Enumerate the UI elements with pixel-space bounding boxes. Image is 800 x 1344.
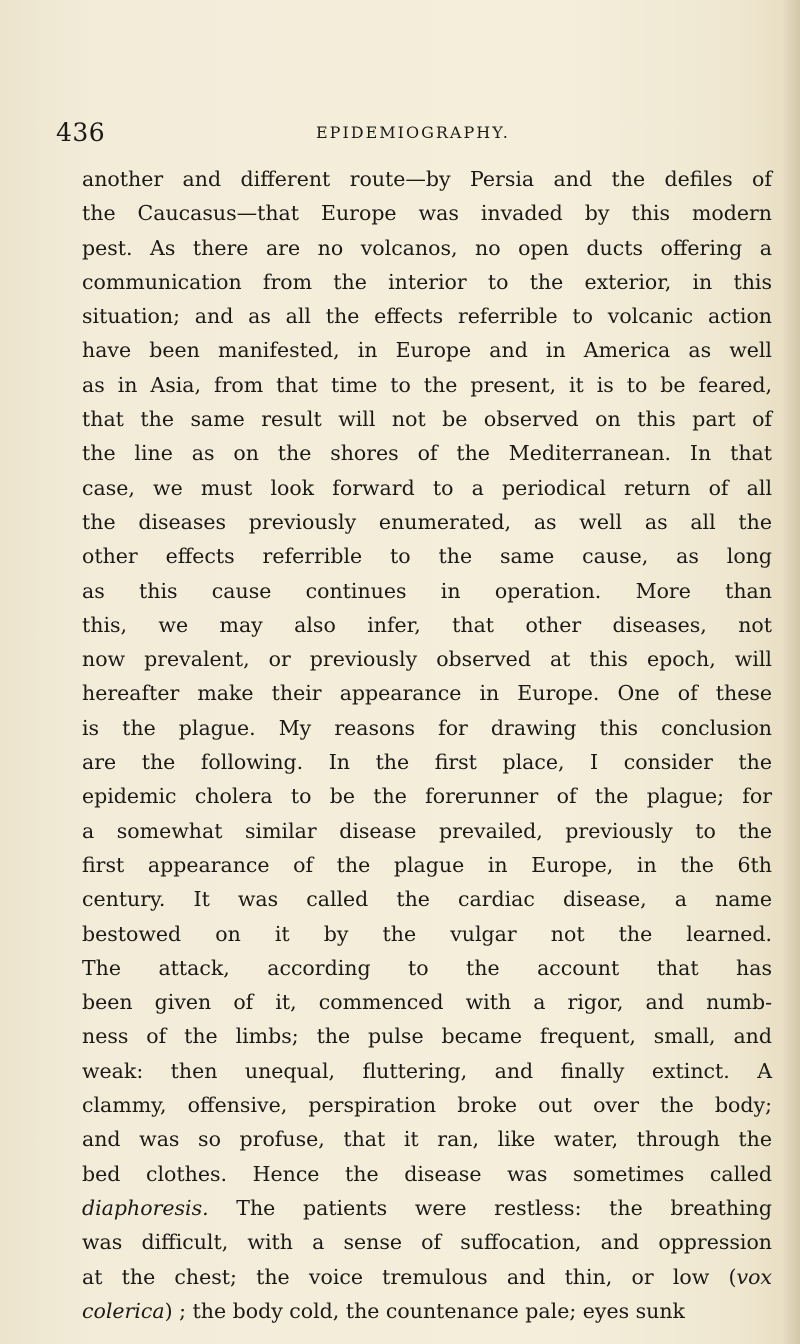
text-line: have been manifested, in Europe and in America as well	[82, 338, 772, 363]
text-line: other effects referrible to the same cause, as long	[82, 544, 772, 569]
text-line: bed clothes. Hence the disease was sometimes called	[82, 1161, 772, 1186]
text-line: now prevalent, or previously observed at this epoch, will	[82, 647, 772, 672]
text-fragment: The patients were restless: the breathing	[236, 1195, 772, 1220]
text-line: that the same result will not be observed on this part of	[82, 407, 772, 432]
italic-term: colerica	[82, 1298, 165, 1323]
text-line: a somewhat similar disease prevailed, previously to the	[82, 818, 772, 843]
text-line: ness of the limbs; the pulse became frequent, small, and	[82, 1024, 772, 1049]
text-line: clammy, offensive, perspiration broke out over the body;	[82, 1093, 772, 1118]
text-line: case, we must look forward to a periodical return of all	[82, 475, 772, 500]
italic-term: vox	[736, 1264, 772, 1289]
running-title: EPIDEMIOGRAPHY.	[316, 123, 510, 142]
text-line: the Caucasus—that Europe was invaded by this modern	[82, 201, 772, 226]
text-line: epidemic cholera to be the forerunner of the plague; for	[82, 784, 772, 809]
text-line-with-italic	[82, 1191, 772, 1225]
text-line: been given of it, commenced with a rigor, and numb-	[82, 990, 772, 1015]
paren-open: (	[728, 1264, 737, 1289]
running-head	[56, 118, 768, 148]
text-line: first appearance of the plague in Europe, in the 6th	[82, 852, 772, 877]
text-line: communication from the interior to the exterior, in this	[82, 269, 772, 294]
text-line: as this cause continues in operation. More than	[82, 578, 772, 603]
text-line: the line as on the shores of the Mediterranean. In that	[82, 441, 772, 466]
text-line: pest. As there are no volcanos, no open ducts offering a	[82, 235, 772, 260]
text-line: are the following. In the first place, I consider the	[82, 750, 772, 775]
text-line: the diseases previously enumerated, as well as all the	[82, 509, 772, 534]
body-text	[82, 162, 772, 1328]
text-line: is the plague. My reasons for drawing this conclusion	[82, 715, 772, 740]
page-number: 436	[56, 118, 106, 147]
text-line-with-italic	[82, 1294, 772, 1328]
text-line: was difficult, with a sense of suffocation, and oppression	[82, 1230, 772, 1255]
text-line: The attack, according to the account that has	[82, 955, 772, 980]
text-line: bestowed on it by the vulgar not the learned.	[82, 921, 772, 946]
text-line: hereafter make their appearance in Europe. One of these	[82, 681, 772, 706]
page-edge-shadow	[782, 0, 800, 1344]
text-line: situation; and as all the effects referrible to volcanic action	[82, 304, 772, 329]
text-fragment: ; the body cold, the countenance pale; eyes sunk	[179, 1298, 685, 1323]
paren-close: )	[164, 1298, 173, 1323]
text-line: as in Asia, from that time to the present, it is to be feared,	[82, 372, 772, 397]
text-line: century. It was called the cardiac disease, a name	[82, 887, 772, 912]
text-line: this, we may also infer, that other diseases, not	[82, 612, 772, 637]
text-line: and was so profuse, that it ran, like water, through the	[82, 1127, 772, 1152]
text-line: another and different route—by Persia and the defiles of	[82, 167, 772, 191]
italic-term: diaphoresis.	[82, 1195, 209, 1220]
text-fragment: at the chest; the voice tremulous and thin, or low	[82, 1264, 710, 1289]
text-line-with-italic	[82, 1260, 772, 1294]
text-line: weak: then unequal, fluttering, and finally extinct. A	[82, 1058, 772, 1083]
